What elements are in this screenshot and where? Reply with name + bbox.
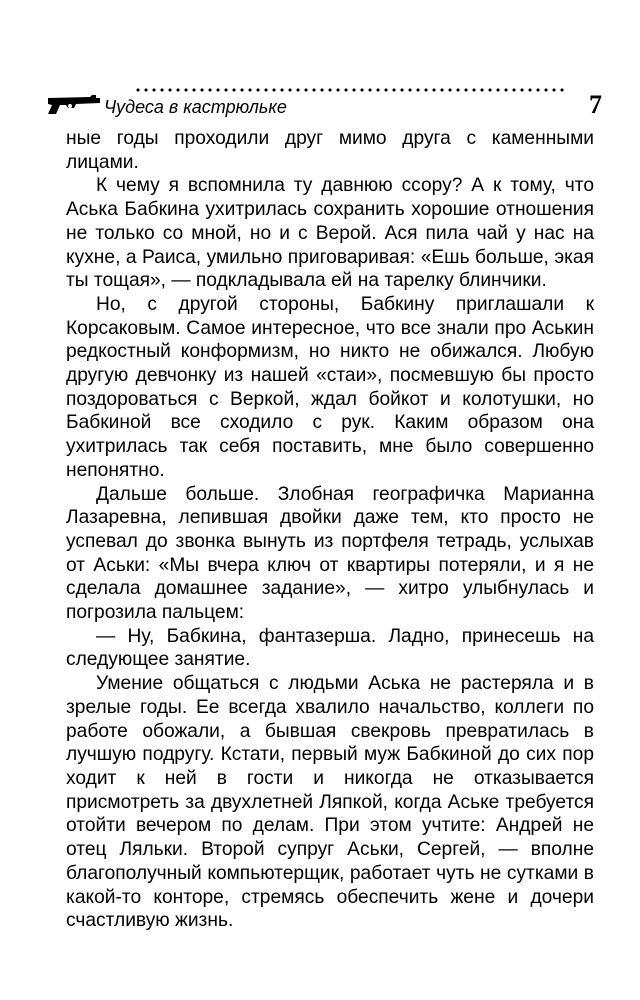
page-header (46, 78, 602, 126)
header-dotted-rule (134, 88, 566, 92)
body-text (66, 127, 594, 933)
paragraph: — Ну, Бабкина, фантазерша. Ладно, принесешь на следующее занятие. (66, 625, 594, 671)
paragraph: Но, с другой стороны, Бабкину приглашали к Корсаковым. Самое интересное, что все знали про Аськин редкостный конформизм, но никто не обижался. Любую другую девчонку из нашей «стаи», посмевшую бы просто поздороваться с Веркой, ждал бойкот и колотушки, но Бабкиной все сходило с рук. Каким образом она ухитрилась так себя поставить, мне было совершенно непонятно. (66, 293, 594, 481)
paragraph: Дальше больше. Злобная географичка Марианна Лазаревна, лепившая двойки даже тем, кто просто не успевал до звонка вынуть из портфеля тетрадь, услыхав от Аськи: «Мы вчера ключ от квартиры потеряли, и я не сделала домашнее задание», — хитро улыбнулась и погрозила пальцем: (66, 483, 594, 624)
page-number: 7 (589, 90, 602, 119)
paragraph: ные годы проходили друг мимо друга с каменными лицами. (66, 128, 594, 173)
paragraph: Умение общаться с людьми Аська не растеряла и в зрелые годы. Ее всегда хвалило начальство, коллеги по работе обожали, а бывшая свекровь превратилась в лучшую подругу. Кстати, первый муж Бабкиной до сих пор ходит к ней в гости и никогда не отказывается присмотреть за двухлетней Ляпкой, когда Аське требуется отойти вечером по делам. При этом учтите: Андрей не отец Ляльки. Второй супруг Аськи, Сергей, — вполне благополучный компьютерщик, работает чуть не сутками в какой-то конторе, стремясь обеспечить жене и дочери счастливую жизнь. (66, 673, 594, 932)
paragraph: К чему я вспомнила ту давнюю ссору? А к тому, что Аська Бабкина ухитрилась сохранить хорошие отношения не только со мной, но и с Верой. Ася пила чай у нас на кухне, а Раиса, умильно приговаривая: «Ешь больше, экая ты тощая», — подкладывала ей на тарелку блинчики. (66, 175, 594, 292)
revolver-icon (46, 94, 102, 116)
running-title: Чудеса в кастрюльке (104, 97, 287, 117)
